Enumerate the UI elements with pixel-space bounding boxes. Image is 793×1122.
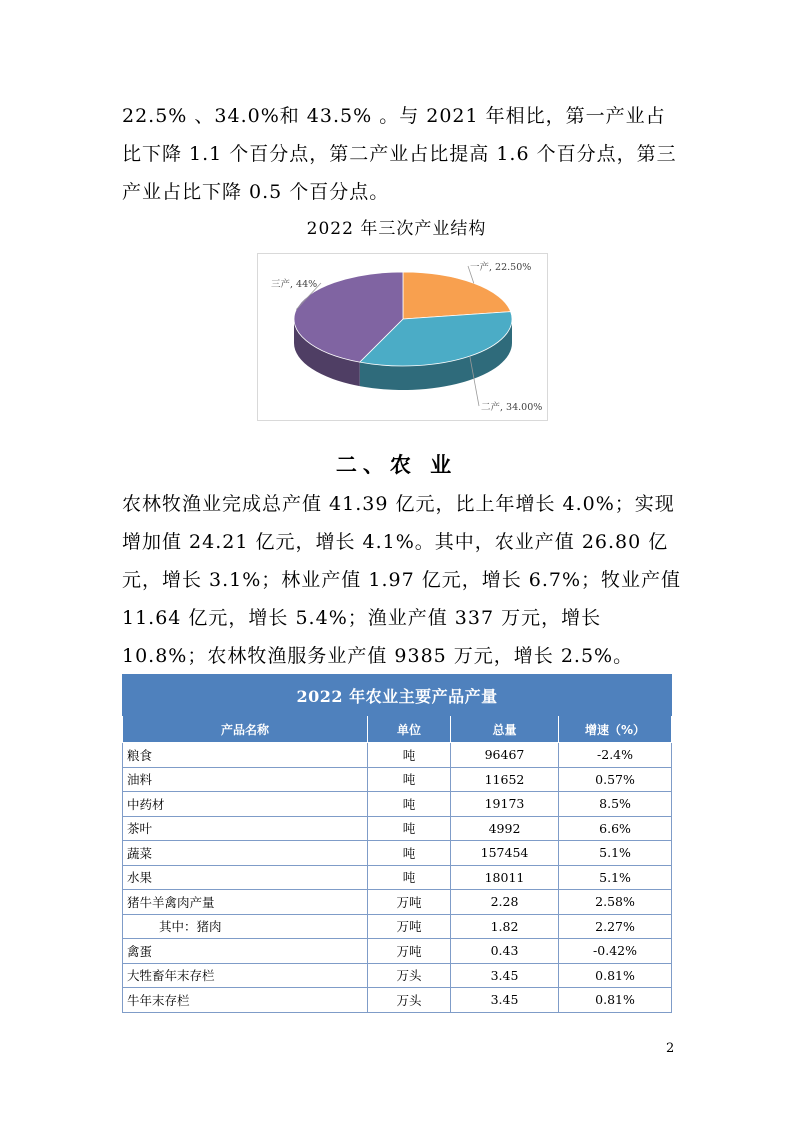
- cell-total: 3.45: [451, 988, 559, 1013]
- cell-product-name: 油料: [123, 767, 368, 792]
- page-number: 2: [666, 1041, 675, 1056]
- cell-growth-rate: 5.1%: [559, 865, 672, 890]
- cell-unit: 吨: [368, 743, 451, 768]
- table-row: [123, 743, 672, 768]
- cell-product-name: 其中：猪肉: [123, 914, 368, 939]
- table-row: [123, 939, 672, 964]
- cell-unit: 万吨: [368, 939, 451, 964]
- table-row: [123, 792, 672, 817]
- cell-unit: 吨: [368, 816, 451, 841]
- table-row: [123, 988, 672, 1013]
- table-row: [123, 841, 672, 866]
- pie-label-二产: 二产, 34.00%: [481, 402, 543, 413]
- cell-product-name: 禽蛋: [123, 939, 368, 964]
- cell-total: 157454: [451, 841, 559, 866]
- table-row: [123, 816, 672, 841]
- cell-growth-rate: 0.81%: [559, 963, 672, 988]
- cell-product-name: 中药材: [123, 792, 368, 817]
- paragraph-agriculture-output: 农林牧渔业完成总产值 41.39 亿元，比上年增长 4.0%；实现增加值 24.21 亿元，增长 4.1%。其中，农业产值 26.80 亿元，增长 3.1%；林业产值 1.97 亿元，增长 6.7%；牧业产值 11.64 亿元，增长 5.4%；渔业产值 337 万元，增长 10.8%；农林牧渔服务业产值 9385 万元，增长 2.5%。: [122, 493, 682, 667]
- cell-total: 2.28: [451, 890, 559, 915]
- cell-total: 0.43: [451, 939, 559, 964]
- production-table: [122, 674, 672, 1013]
- table-row: [123, 767, 672, 792]
- cell-growth-rate: 8.5%: [559, 792, 672, 817]
- cell-total: 3.45: [451, 963, 559, 988]
- cell-product-name: 大牲畜年末存栏: [123, 963, 368, 988]
- cell-growth-rate: 5.1%: [559, 841, 672, 866]
- cell-product-name: 猪牛羊禽肉产量: [123, 890, 368, 915]
- cell-growth-rate: 0.81%: [559, 988, 672, 1013]
- cell-growth-rate: 2.58%: [559, 890, 672, 915]
- table-row: [123, 890, 672, 915]
- cell-unit: 吨: [368, 865, 451, 890]
- cell-growth-rate: -0.42%: [559, 939, 672, 964]
- cell-total: 18011: [451, 865, 559, 890]
- cell-product-name: 蔬菜: [123, 841, 368, 866]
- cell-growth-rate: 6.6%: [559, 816, 672, 841]
- table-body: [123, 743, 672, 1013]
- table-row: [123, 865, 672, 890]
- cell-total: 11652: [451, 767, 559, 792]
- production-table-wrap: [122, 674, 671, 1013]
- cell-growth-rate: -2.4%: [559, 743, 672, 768]
- cell-total: 1.82: [451, 914, 559, 939]
- paragraph-industry-structure: 22.5% 、34.0%和 43.5% 。与 2021 年相比，第一产业占比下降 1.1 个百分点，第二产业占比提高 1.6 个百分点，第三产业占比下降 0.5 个百分点。: [122, 105, 677, 203]
- cell-unit: 万头: [368, 988, 451, 1013]
- cell-product-name: 牛年末存栏: [123, 988, 368, 1013]
- cell-product-name: 水果: [123, 865, 368, 890]
- table-title: 2022 年农业主要产品产量: [123, 675, 672, 716]
- pie-label-三产: 三产, 44%: [271, 279, 318, 290]
- cell-product-name: 茶叶: [123, 816, 368, 841]
- cell-growth-rate: 0.57%: [559, 767, 672, 792]
- cell-growth-rate: 2.27%: [559, 914, 672, 939]
- table-row: [123, 963, 672, 988]
- header-product-name: 产品名称: [123, 716, 368, 743]
- cell-unit: 吨: [368, 841, 451, 866]
- cell-total: 96467: [451, 743, 559, 768]
- cell-unit: 吨: [368, 792, 451, 817]
- chart-title: 2022 年三次产业结构: [306, 219, 487, 239]
- cell-unit: 万吨: [368, 890, 451, 915]
- header-total: 总量: [451, 716, 559, 743]
- table-row: [123, 914, 672, 939]
- section-heading: 二、农 业: [335, 453, 458, 477]
- pie-chart: [257, 253, 548, 421]
- header-unit: 单位: [368, 716, 451, 743]
- pie-slice-一产: [403, 272, 511, 319]
- header-growth-rate: 增速（%）: [559, 716, 672, 743]
- cell-product-name: 粮食: [123, 743, 368, 768]
- cell-unit: 万吨: [368, 914, 451, 939]
- cell-unit: 吨: [368, 767, 451, 792]
- cell-total: 4992: [451, 816, 559, 841]
- cell-unit: 万头: [368, 963, 451, 988]
- pie-label-一产: 一产, 22.50%: [470, 262, 532, 273]
- cell-total: 19173: [451, 792, 559, 817]
